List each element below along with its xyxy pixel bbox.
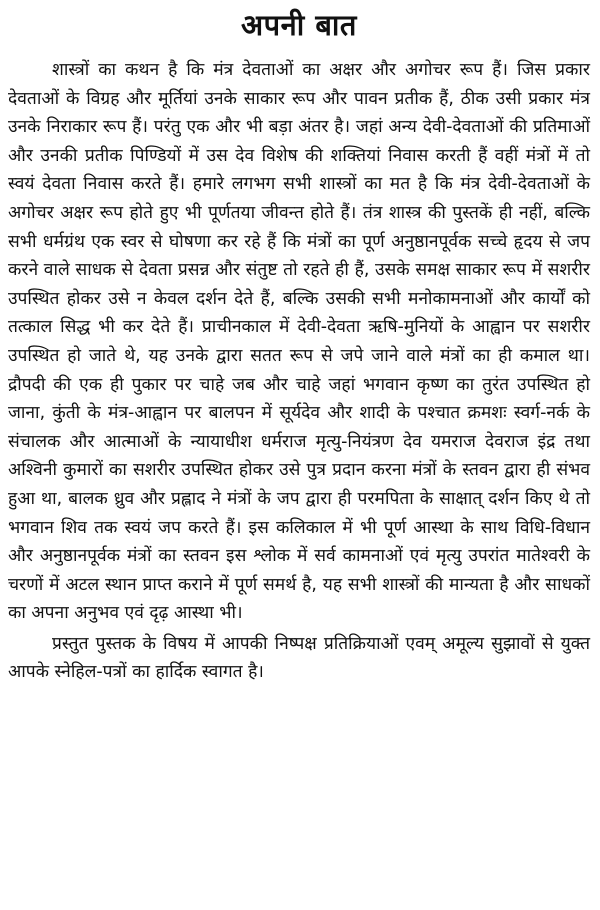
paragraph-closing: प्रस्तुत पुस्तक के विषय में आपकी निष्पक्ष प्रतिक्रियाओं एवम् अमूल्य सुझावों से युक्त आपके स्नेहिल-पत्रों का हार्दिक स्वागत है। [8, 633, 590, 683]
paragraph-main: शास्त्रों का कथन है कि मंत्र देवताओं का अक्षर और अगोचर रूप हैं। जिस प्रकार देवताओं के विग्रह और मूर्तियां उनके साकार रूप और पावन प्रतीक हैं, ठीक उसी प्रकार मंत्र उनके निराकार रूप हैं। परंतु एक और भी बड़ा अंतर है। जहां अन्य देवी-देवताओं की प्रतिमाओं और उनकी प्रतीक पिण्डियों में उस देव विशेष की शक्तियां निवास करती हैं वहीं मंत्रों में तो स्वयं देवता निवास करते हैं। हमारे लगभग सभी शास्त्रों का मत है कि मंत्र देवी-देवताओं के अगोचर अक्षर रूप होते हुए भी पूर्णतया जीवन्त होते हैं। तंत्र शास्त्र की पुस्तकें ही नहीं, बल्कि सभी धर्मग्रंथ एक स्वर से घोषणा कर रहे हैं कि मंत्रों का पूर्ण अनुष्ठानपूर्वक सच्चे हृदय से जप करने वाले साधक से देवता प्रसन्न और संतुष्ट तो रहते ही हैं, उसके समक्ष साकार रूप में सशरीर उपस्थित होकर उसे न केवल दर्शन देते हैं, बल्कि उसकी सभी मनोकामनाओं और कार्यों को तत्काल सिद्ध भी कर देते हैं। प्राचीनकाल में देवी-देवता ऋषि-मुनियों के आह्वान पर सशरीर उपस्थित हो जाते थे, यह उनके द्वारा सतत रूप से जपे जाने वाले मंत्रों का ही कमाल था। द्रौपदी की एक ही पुकार पर चाहे जब और चाहे जहां भगवान कृष्ण का तुरंत उपस्थित हो जाना, कुंती के मंत्र-आह्वान पर बालपन में सूर्यदेव और शादी के पश्चात क्रमशः स्वर्ग-नर्क के संचालक और आत्माओं के न्यायाधीश धर्मराज मृत्यु-नियंत्रण देव यमराज देवराज इंद्र तथा अश्विनी कुमारों का सशरीर उपस्थित होकर उसे पुत्र प्रदान करना मंत्रों के स्तवन द्वारा ही संभव हुआ था, बालक ध्रुव और प्रह्लाद ने मंत्रों के जप द्वारा ही परमपिता के साक्षात् दर्शन किए थे तो भगवान शिव तक स्वयं जप करते हैं। इस कलिकाल में भी पूर्ण आस्था के साथ विधि-विधान और अनुष्ठानपूर्वक मंत्रों का स्तवन इस श्लोक में सर्व कामनाओं एवं मृत्यु उपरांत मातेश्वरी के चरणों में अटल स्थान प्राप्त कराने में पूर्ण समर्थ है, यह सभी शास्त्रों की मान्यता है और साधकों का अपना अनुभव एवं दृढ़ आस्था भी। [8, 60, 590, 624]
page-title: अपनी बात [241, 8, 357, 42]
